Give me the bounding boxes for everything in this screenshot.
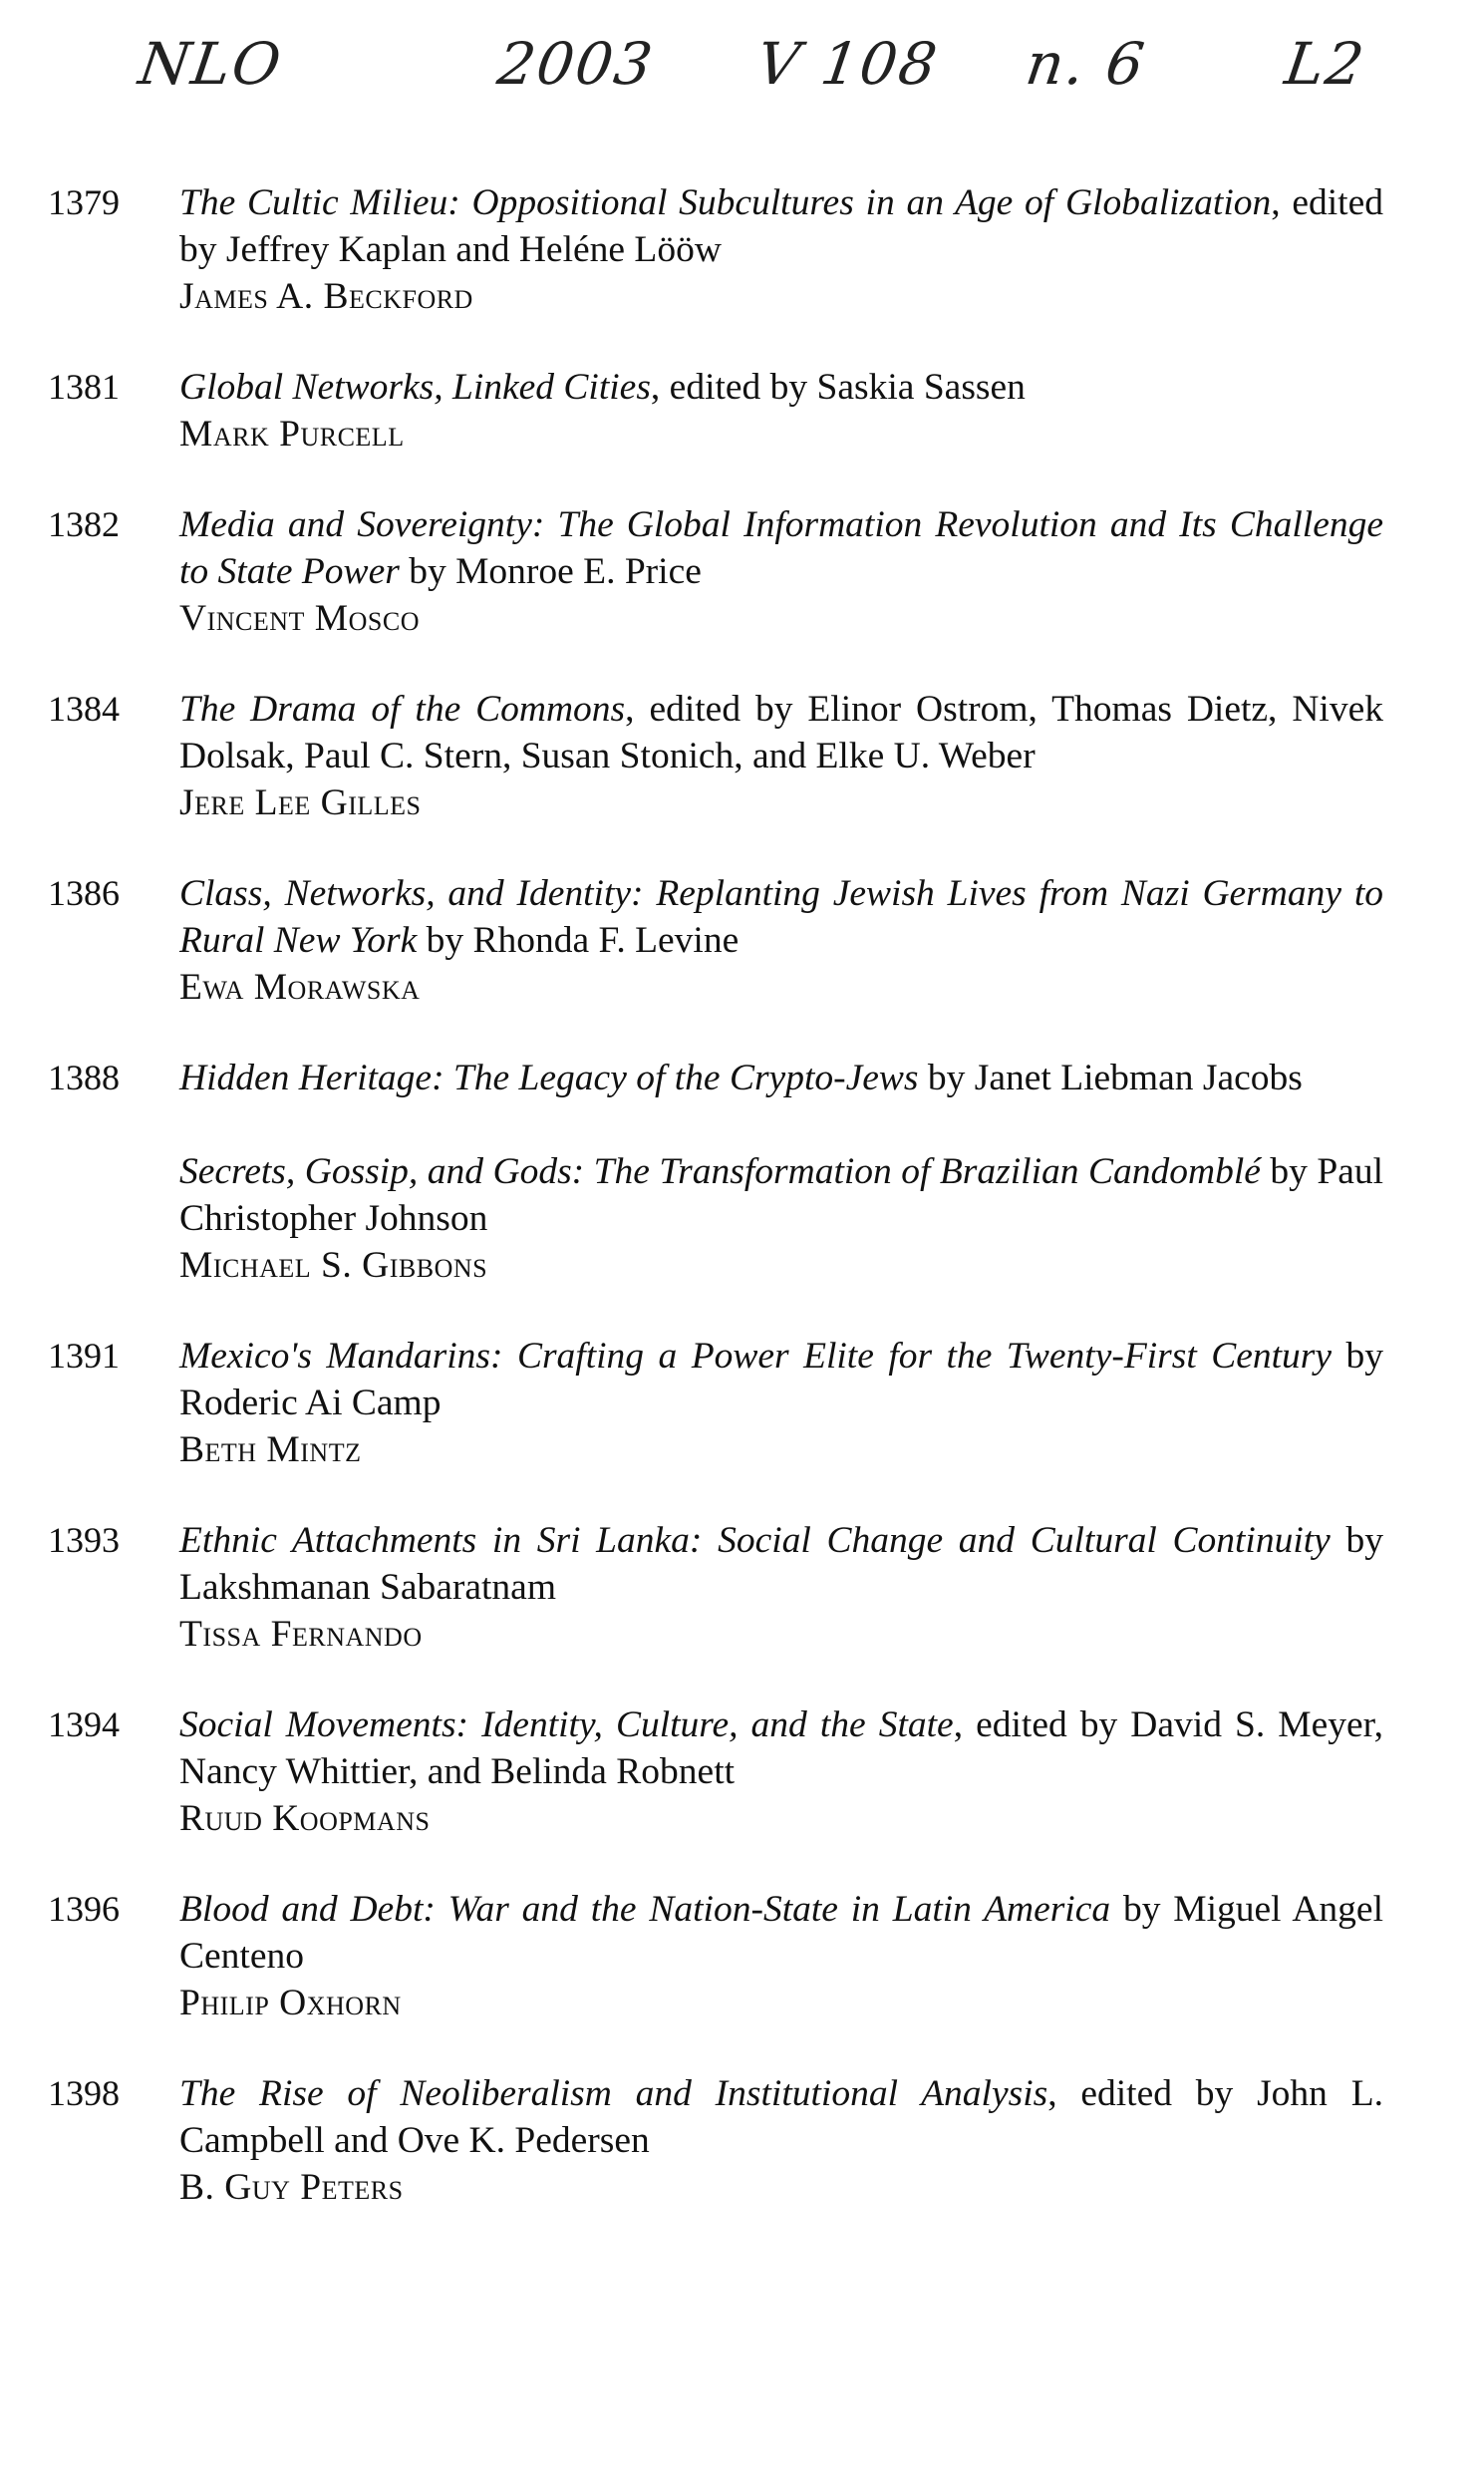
- book-authors: , edited by Elinor Ostrom, Thomas Dietz, Nivek Dolsak, Paul C. Stern, Susan Stonich, and Elke U. Weber: [179, 689, 1383, 776]
- reviewer-name: James A. Beckford: [179, 276, 473, 317]
- book-title: Social Movements: Identity, Culture, and the State: [179, 1704, 954, 1745]
- book-authors: by Monroe E. Price: [399, 551, 702, 592]
- book-authors: , edited by Jeffrey Kaplan and Heléne Lööw: [179, 182, 1383, 270]
- entry-body: [179, 501, 1383, 642]
- book-authors: by Lakshmanan Sabaratnam: [179, 1520, 1383, 1608]
- book-title: Blood and Debt: War and the Nation-State in Latin America: [179, 1889, 1111, 1930]
- book-title: Global Networks, Linked Cities: [179, 367, 651, 408]
- reviewer-name: Tissa Fernando: [179, 1614, 423, 1655]
- page-number: 1398: [48, 2073, 120, 2113]
- book-title: The Rise of Neoliberalism and Institutional Analysis: [179, 2073, 1048, 2114]
- entry-body: [179, 179, 1383, 320]
- reviewer-name: B. Guy Peters: [179, 2167, 404, 2208]
- entry-body: [179, 686, 1383, 826]
- book-authors: by Miguel Angel Centeno: [179, 1889, 1383, 1977]
- book-citation: [179, 1886, 1383, 1980]
- reviewer-name: Ewa Morawska: [179, 967, 421, 1008]
- book-title: Media and Sovereignty: The Global Information Revolution and Its Challenge to State Power: [179, 504, 1383, 592]
- book-title: The Drama of the Commons: [179, 689, 626, 730]
- entry-body: [179, 1701, 1383, 1842]
- book-citation: [179, 179, 1383, 273]
- book-authors: by Rhonda F. Levine: [417, 920, 740, 961]
- entry-body: [179, 1886, 1383, 2026]
- handwritten-note-item: NLO: [135, 30, 287, 98]
- book-citation: [179, 1701, 1383, 1795]
- review-entry: [48, 1333, 1383, 1473]
- entry-body: [179, 1517, 1383, 1658]
- entry-body: [179, 2070, 1383, 2211]
- book-authors: , edited by Saskia Sassen: [650, 367, 1026, 408]
- handwritten-note-item: V 108: [752, 30, 943, 98]
- page-number: 1379: [48, 182, 120, 222]
- reviewer-name: Vincent Mosco: [179, 598, 420, 639]
- book-title: Ethnic Attachments in Sri Lanka: Social Change and Cultural Continuity: [179, 1520, 1331, 1561]
- review-entry: [48, 686, 1383, 826]
- entry-body: [179, 870, 1383, 1011]
- book-authors: , edited by John L. Campbell and Ove K. Pedersen: [179, 2073, 1383, 2161]
- book-title: Secrets, Gossip, and Gods: The Transformation of Brazilian Candomblé: [179, 1151, 1261, 1192]
- page-number: 1382: [48, 504, 120, 544]
- review-entry: [48, 870, 1383, 1011]
- page-number: 1391: [48, 1336, 120, 1376]
- book-authors: by Janet Liebman Jacobs: [918, 1058, 1303, 1098]
- review-entry: [48, 1055, 1383, 1289]
- book-title: Mexico's Mandarins: Crafting a Power Elite for the Twenty-First Century: [179, 1336, 1333, 1377]
- book-citation: [179, 1517, 1383, 1611]
- entry-body: [179, 364, 1383, 458]
- page-number: 1388: [48, 1058, 120, 1097]
- book-authors: by Paul Christopher Johnson: [179, 1151, 1384, 1239]
- page-number: 1384: [48, 689, 120, 729]
- book-authors: , edited by David S. Meyer, Nancy Whittier, and Belinda Robnett: [179, 1704, 1384, 1792]
- handwritten-note-item: 2003: [493, 30, 659, 98]
- review-entry: [48, 2070, 1383, 2211]
- reviewer-name: Ruud Koopmans: [179, 1798, 431, 1839]
- book-title: Hidden Heritage: The Legacy of the Crypto-Jews: [179, 1058, 919, 1098]
- book-citation: [179, 870, 1383, 964]
- book-authors: by Roderic Ai Camp: [179, 1336, 1383, 1423]
- page-number: 1386: [48, 873, 120, 913]
- entry-body: [179, 1333, 1383, 1473]
- book-citation: [179, 2070, 1383, 2164]
- review-entry: [48, 179, 1383, 320]
- review-entry: [48, 501, 1383, 642]
- entry-body: [179, 1055, 1383, 1289]
- book-title: Class, Networks, and Identity: Replanting Jewish Lives from Nazi Germany to Rural New York: [179, 873, 1383, 961]
- book-citation: [179, 364, 1383, 411]
- reviewer-name: Beth Mintz: [179, 1429, 362, 1470]
- handwritten-note-item: n. 6: [1022, 30, 1150, 98]
- book-citation: [179, 1333, 1383, 1426]
- review-entry: [48, 1886, 1383, 2026]
- book-title: The Cultic Milieu: Oppositional Subcultures in an Age of Globalization: [179, 182, 1272, 223]
- reviewer-name: Philip Oxhorn: [179, 1983, 402, 2023]
- book-citation: [179, 1055, 1383, 1101]
- review-entry: [48, 1517, 1383, 1658]
- reviewer-name: Michael S. Gibbons: [179, 1245, 488, 1286]
- book-citation: [179, 686, 1383, 779]
- page-number: 1394: [48, 1704, 120, 1744]
- review-entries-list: [48, 179, 1383, 2255]
- book-citation: [179, 1148, 1383, 1242]
- handwritten-note-item: L2: [1281, 30, 1370, 98]
- reviewer-name: Mark Purcell: [179, 414, 405, 455]
- page-number: 1381: [48, 367, 120, 407]
- review-entry: [48, 364, 1383, 458]
- page-number: 1396: [48, 1889, 120, 1929]
- handwritten-annotation: [135, 30, 1385, 110]
- review-entry: [48, 1701, 1383, 1842]
- page-number: 1393: [48, 1520, 120, 1560]
- book-citation: [179, 501, 1383, 595]
- reviewer-name: Jere Lee Gilles: [179, 782, 422, 823]
